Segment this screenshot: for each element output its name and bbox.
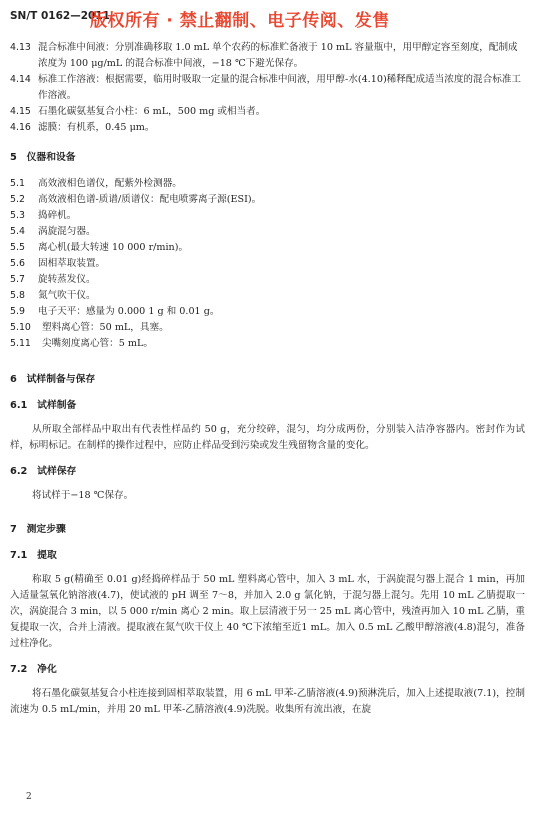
list-item [10,272,525,288]
item-text: 涡旋混匀器。 [38,226,96,237]
page-header [10,8,530,32]
list-item [10,320,525,336]
item-text: 离心机(最大转速 10 000 r/min)。 [38,242,189,253]
paragraph: 将试样于−18 ℃保存。 [32,490,134,501]
subsection-heading: 6.1 试样制备 [10,400,77,411]
list-item [10,256,525,272]
section-heading: 6 试样制备与保存 [10,374,96,385]
item-text: 电子天平：感量为 0.000 1 g 和 0.01 g。 [38,306,220,317]
item-number: 4.14 [10,74,31,85]
item-number: 5.4 [10,226,25,237]
item-number: 4.15 [10,106,31,117]
subsection-heading: 6.2 试样保存 [10,466,77,477]
item-number: 4.16 [10,122,31,133]
subsection-heading: 7.1 提取 [10,550,57,561]
item-number: 5.5 [10,242,25,253]
paragraph: 从所取全部样品中取出有代表性样品约 50 g，充分绞碎，混匀，均分成两份，分别装入洁净容器内。密封作为试样，标明标记。在制样的操作过程中，应防止样品受到污染或发生残留物含量的变化。 [10,424,525,451]
list-item [10,240,525,256]
item-text: 尖嘴刻度离心管：5 mL。 [42,338,153,349]
item-text: 标准工作溶液：根据需要，临用时吸取一定量的混合标准中间液，用甲醇-水(4.10)稀释配成适当浓度的混合标准工作溶液。 [38,74,521,101]
item-text: 氮气吹干仪。 [38,290,96,301]
item-number: 5.11 [10,338,31,349]
list-item [10,288,525,304]
page-number: 2 [26,792,32,802]
list-item [10,224,525,240]
list-item [10,72,525,104]
standard-code: SN/T 0162—2011 [10,10,110,22]
item-number: 5.1 [10,178,25,189]
list-item [10,40,525,72]
list-item [10,192,525,208]
item-text: 石墨化碳氨基复合小柱：6 mL，500 mg 或相当者。 [38,106,266,117]
document-body [10,40,525,718]
list-item [10,336,525,352]
item-text: 旋转蒸发仪。 [38,274,96,285]
item-number: 4.13 [10,42,31,53]
item-text: 高效液相色谱仪，配紫外检测器。 [38,178,182,189]
item-text: 塑料离心管：50 mL，具塞。 [42,322,169,333]
item-number: 5.2 [10,194,25,205]
copyright-watermark: 版权所有 · 禁止翻制、电子传阅、发售 [90,11,390,31]
item-number: 5.3 [10,210,25,221]
item-number: 5.10 [10,322,31,333]
section-heading: 7 测定步骤 [10,524,66,535]
item-text: 固相萃取装置。 [38,258,106,269]
item-number: 5.7 [10,274,25,285]
list-item [10,304,525,320]
item-number: 5.8 [10,290,25,301]
item-text: 滤膜：有机系，0.45 μm。 [38,122,155,133]
item-text: 高效液相色谱-质谱/质谱仪：配电喷雾离子源(ESI)。 [38,194,262,205]
subsection-heading: 7.2 净化 [10,664,57,675]
section-heading: 5 仪器和设备 [10,152,76,163]
item-number: 5.9 [10,306,25,317]
item-number: 5.6 [10,258,25,269]
item-text: 捣碎机。 [38,210,77,221]
paragraph: 称取 5 g(精确至 0.01 g)经捣碎样品于 50 mL 塑料离心管中，加入 3 mL 水，于涡旋混匀器上混合 1 min，再加入适量氢氧化钠溶液(4.7)，使试液的 pH 调至 7～8，并加入 2.0 g 氯化钠，于混匀器上混匀。先用 10 mL 乙腈提取一次，涡旋混合 3 min，以 5 000 r/min 离心 2 min。取上层清液于另一 25 mL 离心管中，残渣再加入 10 mL 乙腈，重复提取一次，合并上清液。提取液在氮气吹干仪上 40 ℃下浓缩至近1 mL。加入 0.5 mL 乙酸甲醇溶液(4.8)混匀，准备过柱净化。 [10,574,525,649]
list-item [10,176,525,192]
list-item [10,208,525,224]
item-text: 混合标准中间液：分别准确移取 1.0 mL 单个农药的标准贮备液于 10 mL 容量瓶中，用甲醇定容至刻度，配制成浓度为 100 μg/mL 的混合标准中间液，−18 ℃下避光保存。 [38,42,518,69]
list-item [10,120,525,136]
paragraph: 将石墨化碳氨基复合小柱连接到固相萃取装置，用 6 mL 甲苯-乙腈溶液(4.9)预淋洗后，加入上述提取液(7.1)，控制流速为 0.5 mL/min，并用 20 mL 甲苯-乙腈溶液(4.9)洗脱。收集所有流出液，在旋 [10,688,525,715]
list-item [10,104,525,120]
